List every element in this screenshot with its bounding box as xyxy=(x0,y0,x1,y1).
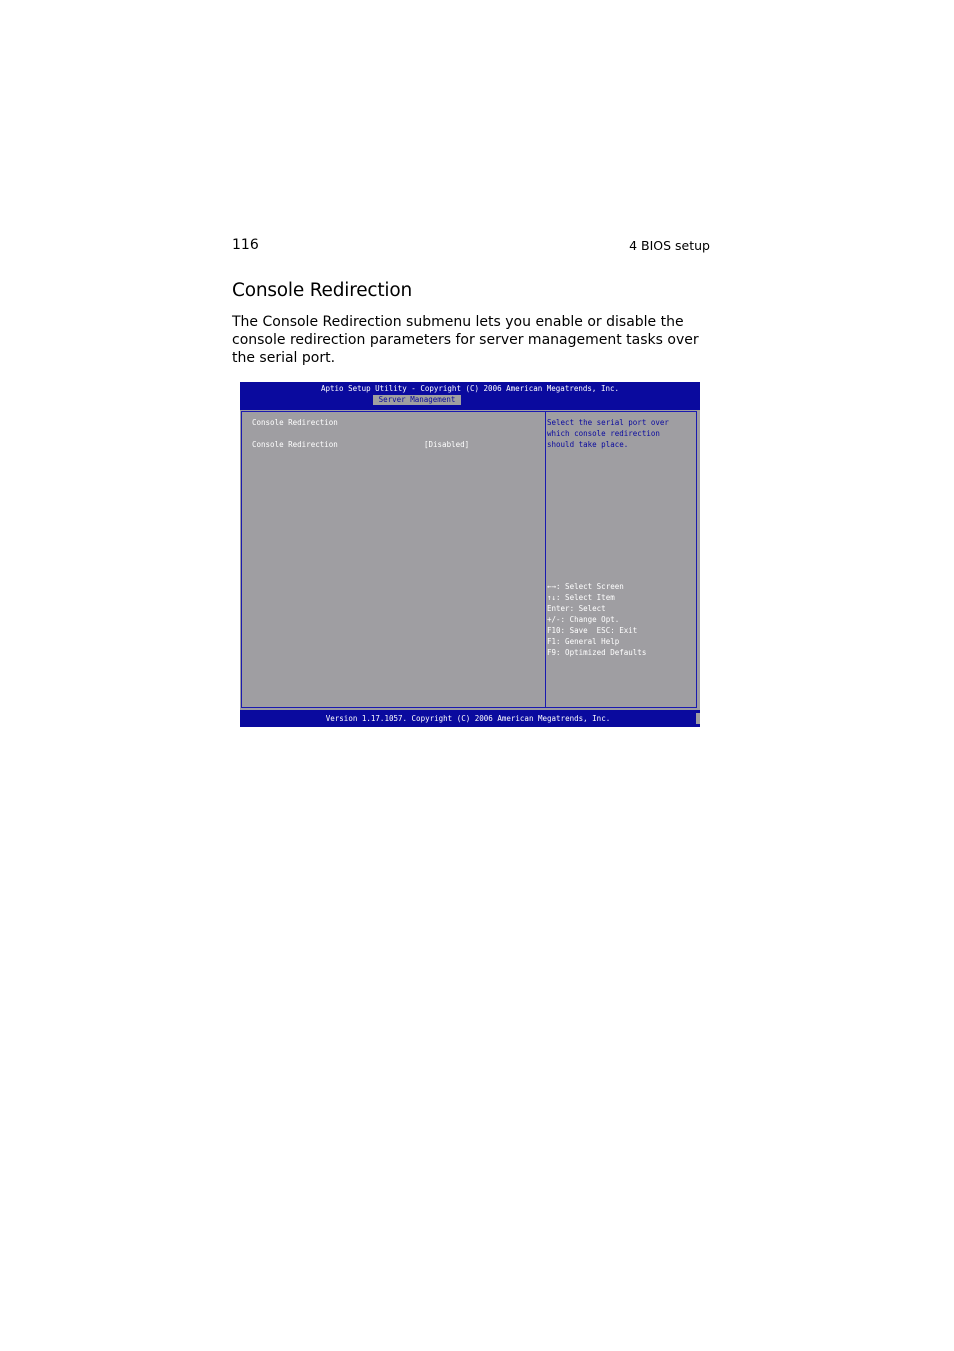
bios-title-bar: Aptio Setup Utility - Copyright (C) 2006 American Megatrends, Inc. xyxy=(320,384,619,393)
help-line: Select the serial port over xyxy=(547,418,669,427)
key-hint: ←→: Select Screen xyxy=(547,582,624,591)
bios-screenshot xyxy=(240,382,700,727)
running-head: 4 BIOS setup xyxy=(629,238,710,253)
page-number: 116 xyxy=(232,237,259,253)
key-hint: ↑↓: Select Item xyxy=(547,593,615,602)
footer-edge xyxy=(696,713,700,724)
key-hint: F9: Optimized Defaults xyxy=(547,648,647,657)
intro-paragraph: The Console Redirection submenu lets you enable or disable the console redirection parameters for server management tasks over the serial port. xyxy=(232,314,699,366)
bios-main-panel xyxy=(240,410,700,710)
setting-console-redirection-label[interactable]: Console Redirection xyxy=(252,440,338,449)
key-hint: +/-: Change Opt. xyxy=(547,615,620,624)
section-title: Console Redirection xyxy=(232,280,412,301)
key-hint: Enter: Select xyxy=(547,604,606,613)
key-hint: F10: Save ESC: Exit xyxy=(547,626,638,635)
bios-footer: Version 1.17.1057. Copyright (C) 2006 American Megatrends, Inc. xyxy=(325,714,611,723)
settings-frame xyxy=(241,411,546,708)
tab-server-management[interactable]: Server Management xyxy=(373,395,461,405)
help-line: which console redirection xyxy=(547,429,660,438)
help-frame xyxy=(545,411,697,708)
help-line: should take place. xyxy=(547,440,629,449)
settings-heading: Console Redirection xyxy=(252,418,338,427)
setting-console-redirection-value[interactable]: [Disabled] xyxy=(424,440,470,449)
key-hint: F1: General Help xyxy=(547,637,620,646)
